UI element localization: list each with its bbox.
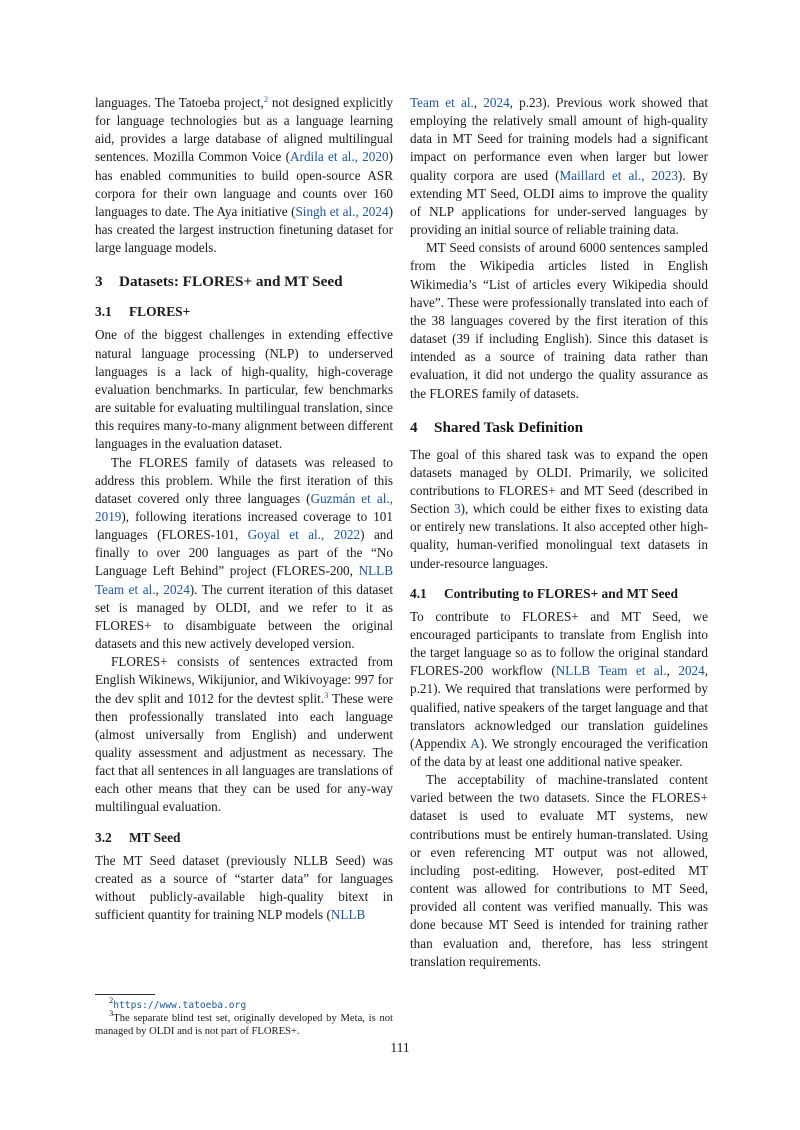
citation-link[interactable]: Goyal et al., 2022 xyxy=(247,527,361,543)
left-column xyxy=(95,94,393,924)
citation-link[interactable]: Singh et al., 2024 xyxy=(295,203,389,219)
paragraph: The FLORES family of datasets was released to address this problem. While the first iteration of this dataset covered only three languages (Guzmán et al., 2019), following iterations increased coverage to 101 languages (FLORES-101, Goyal et al., 2022) and finally to over 200 languages as part of the “No Language Left Behind” project (FLORES-200, NLLB Team et al., 2024). The current iteration of this dataset set is managed by OLDI, and we refer to it as FLORES+ to disambiguate between the original datasets and this new actively developed version. xyxy=(95,454,394,652)
citation-link[interactable]: NLLB Team et al. xyxy=(95,563,393,597)
paragraph: One of the biggest challenges in extending effective natural language processing (NLP) to underserved languages is a lack of high-quality, high-coverage evaluation benchmarks. In particular, few benchmarks are suitable for evaluating multilingual translation, since this requires many-to-many alignment between different languages in the evaluation dataset. xyxy=(95,327,393,452)
subsection-heading: 4.1 Contributing to FLORES+ and MT Seed xyxy=(410,585,678,601)
footnote-ref[interactable]: 2 xyxy=(263,94,269,104)
appendix-link[interactable]: A xyxy=(470,735,480,751)
paragraph: The goal of this shared task was to expand the open datasets managed by OLDI. Primarily, we solicited contributions to FLORES+ and MT Seed (described in Section 3), which could be either fixes to existing data or entirely new translations. It also accepted other high-quality, human-verified monolingual text datasets in under-resource languages. xyxy=(410,446,708,571)
paragraph: The MT Seed dataset (previously NLLB Seed) was created as a source of “starter data” for languages without publicly-available high-quality bitext in sufficient quantity for training NLP models (NLLB xyxy=(95,852,393,923)
section-heading: 4 Shared Task Definition xyxy=(410,418,584,436)
footnote-divider xyxy=(95,994,155,995)
subsection-heading: 3.2 MT Seed xyxy=(95,829,181,845)
citation-link[interactable]: Team et al. xyxy=(410,95,474,110)
citation-link[interactable]: Ardila et al., 2020 xyxy=(290,149,389,165)
paragraph: To contribute to FLORES+ and MT Seed, we encouraged participants to translate from English into the target language so as to follow the original standard FLORES-200 workflow (NLLB Team et al., 2024, p.21). We required that translations were performed by qualified, native speakers of the target language and that translators acknowledged our translation guidelines (Appendix A). We strongly encouraged the verification of the data by at least one additional native speaker. xyxy=(410,608,709,769)
section-link[interactable]: 3 xyxy=(454,501,461,517)
citation-link[interactable]: NLLB Team et al. xyxy=(555,663,667,679)
footnotes xyxy=(95,994,393,1038)
page-number: 111 xyxy=(390,1040,410,1055)
paragraph: MT Seed consists of around 6000 sentences sampled from the Wikipedia articles listed in English Wikimedia’s “List of articles every Wikipedia should have”. These were professionally translated into each of the 38 languages covered by the first iteration of this dataset (39 if including English). Since this dataset is intended as a source of training data rather than evaluation, it did not undergo the quality assurance as the FLORES family of datasets. xyxy=(410,240,708,401)
citation-link[interactable]: 2024 xyxy=(163,581,190,597)
paragraph: languages. The Tatoeba project,$^2$ not designed explicitly for language technologies but as a language learning aid, provides a large database of aligned multilingual sentences. Mozilla Common Voice (Ardila et al., 2020) has enabled communities to build open-source ASR corpora for their own language and counts over 160 languages to date. The Aya initiative (Singh et al., 2024) has created the largest instruction finetuning dataset for large language models. xyxy=(95,94,393,256)
paragraph: The acceptability of machine-translated content varied between the two datasets. Since the FLORES+ dataset is used to evaluate MT systems, new contributions must be entirely human-translated. Using or even referencing MT output was not allowed, including post-editing. However, post-edited MT content was allowed for contributions to MT Seed, provided all content was verified manually. This was done because MT Seed is intended for training rather than evaluation and, therefore, has less stringent translation requirements. xyxy=(410,772,708,969)
footnote: $^2$https://www.tatoeba.org xyxy=(109,995,247,1011)
citation-link[interactable]: NLLB xyxy=(330,907,366,923)
footnote: $^3$The separate blind test set, originally developed by Meta, is not managed by OLDI and is not part of FLORES+. xyxy=(95,1008,393,1037)
subsection-heading: 3.1 FLORES+ xyxy=(95,304,191,320)
citation-link[interactable]: 2024 xyxy=(483,95,510,110)
footnote-url-link[interactable]: https://www.tatoeba.org xyxy=(113,1000,247,1011)
paragraph: Team et al., 2024, p.23). Previous work showed that employing the relatively small amount of high-quality data in MT Seed for training models had a significant impact on performance even when larger but lower quality corpora are used (Maillard et al., 2023). By extending MT Seed, OLDI aims to improve the quality of NLP applications for under-served languages by providing an initial source of reliable training data. xyxy=(410,95,708,238)
paragraph: FLORES+ consists of sentences extracted from English Wikinews, Wikijunior, and Wikivoyage: 997 for the dev split and 1012 for the devtest split.$^3$ These were then professionally translated into each language (almost universally from English) and underwent quality assessment and adjustment as necessary. The fact that all sentences in all languages are translations of each other means that they can be used for any-way multilingual evaluation. xyxy=(95,654,393,815)
citation-link[interactable]: Guzmán et al., 2019 xyxy=(95,490,393,524)
citation-link[interactable]: 2024 xyxy=(678,663,705,679)
right-column xyxy=(410,94,708,971)
footnote-ref[interactable]: 3 xyxy=(324,689,329,700)
section-heading: 3 Datasets: FLORES+ and MT Seed xyxy=(95,273,343,291)
citation-link[interactable]: Maillard et al., 2023 xyxy=(559,167,678,183)
